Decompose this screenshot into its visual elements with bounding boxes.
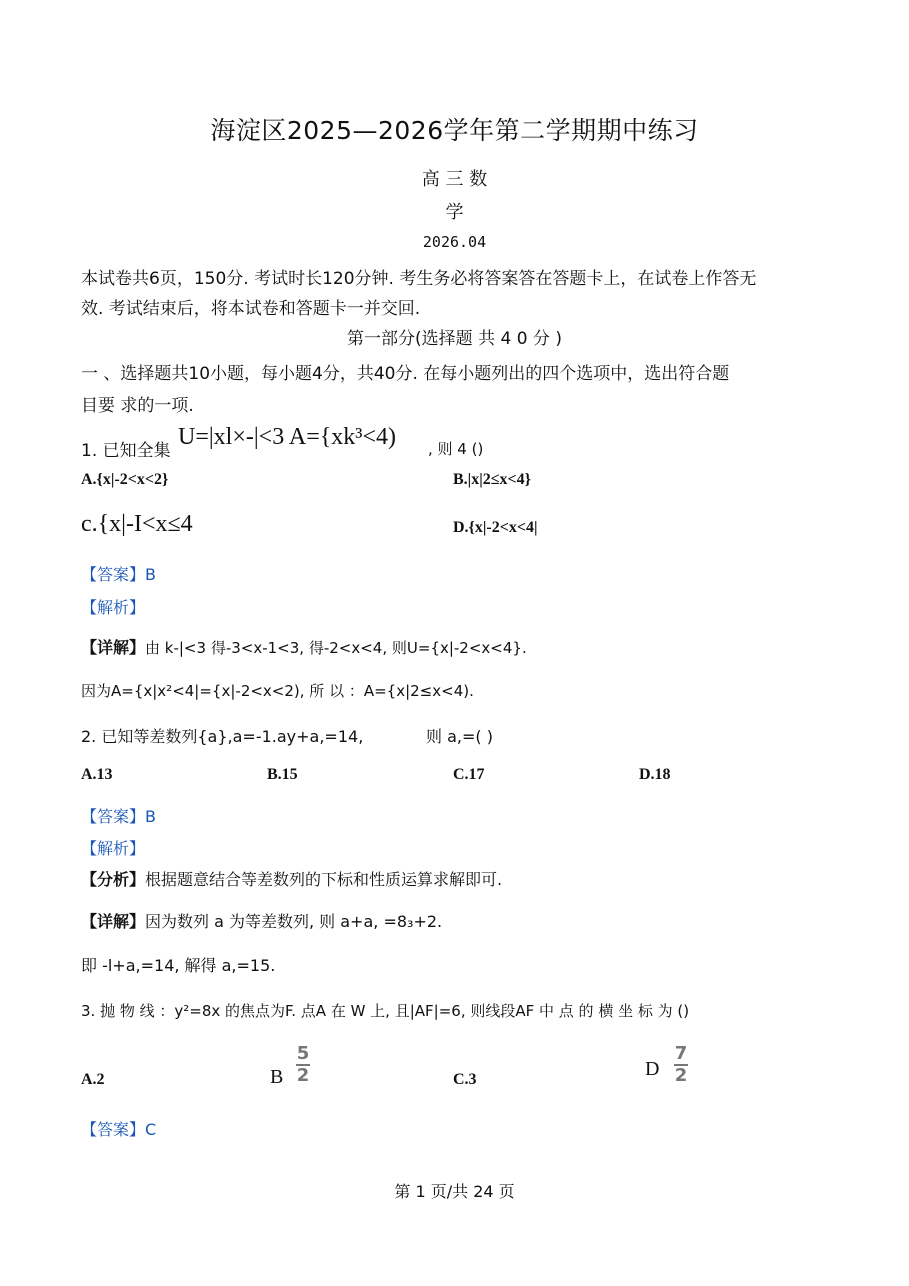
subject-line-2: 学: [445, 202, 464, 223]
q1-detail-label: 【详解】: [81, 638, 146, 657]
instructions-line-2: 效. 考试结束后，将本试卷和答题卡一并交回.: [81, 299, 421, 319]
q2-option-c: C.17: [453, 766, 485, 783]
part1-heading: 第一部分(选择题 共 4 0 分 ): [347, 329, 562, 349]
exam-date: 2026.04: [422, 233, 487, 251]
q1-option-c: c.{x|-I<x≤4: [81, 511, 193, 537]
q1-detail-text: 由 k-|<3 得-3<x-1<3, 得-2<x<4, 则U={x|-2<x<4}.: [145, 639, 527, 657]
q2-answer: [81, 804, 156, 827]
q1-answer-value: B: [145, 565, 156, 584]
q3-option-d-fraction: [674, 1045, 688, 1085]
q2-answer-label: 【答案】: [81, 807, 146, 826]
q1-option-b: B.|x|2≤x<4}: [453, 471, 531, 488]
q3-option-b-letter: B: [270, 1066, 284, 1088]
part1-intro-line-2: 目要 求的一项.: [81, 396, 194, 416]
q1-prefix: 1. 已知全集: [81, 441, 171, 461]
q1-answer-label: 【答案】: [81, 565, 146, 584]
q3-option-d-letter: D: [645, 1058, 660, 1080]
q2-detail-text: 因为数列 a 为等差数列, 则 a+a, =8₃+2.: [145, 912, 443, 931]
q1-answer: [81, 562, 156, 585]
q3-option-d-numerator: 7: [674, 1043, 688, 1064]
q3-answer-value: C: [145, 1120, 157, 1139]
q1-formula: U=|xl×-|<3 A={xk³<4): [178, 424, 396, 450]
page-title: 海淀区2025—2026学年第二学期期中练习: [210, 116, 699, 145]
q1-option-d: D.{x|-2<x<4|: [453, 519, 538, 536]
q2-detail: [81, 909, 442, 932]
q3-answer: [81, 1117, 156, 1140]
page-footer: 第 1 页/共 24 页: [394, 1182, 515, 1201]
q2-fenxi-text: 根据题意结合等差数列的下标和性质运算求解即可.: [145, 870, 503, 889]
q3-option-b-fraction: [296, 1045, 310, 1085]
q2-answer-value: B: [145, 807, 156, 826]
q3-stem: 3. 抛 物 线 ：y²=8x 的焦点为F. 点A 在 W 上, 且|AF|=6, 则线段AF 中 点 的 横 坐 标 为 (): [81, 1002, 690, 1020]
q2-option-a: A.13: [81, 766, 113, 783]
q3-option-b-numerator: 5: [296, 1043, 310, 1064]
part1-intro-line-1: 一 、选择题共10小题，每小题4分，共40分. 在每小题列出的四个选项中，选出符合题: [81, 364, 730, 384]
q1-detail: [81, 635, 527, 658]
subject-line-1: 高 三 数: [421, 169, 488, 190]
q1-analysis-label: 【解析】: [81, 598, 146, 617]
q2-fenxi: [81, 867, 502, 890]
q2-stem-right: 则 a,=( ): [426, 727, 493, 746]
q2-ji: 即 -l+a,=14, 解得 a,=15.: [81, 956, 276, 975]
q3-option-b-denominator: 2: [296, 1065, 310, 1086]
q2-option-d: D.18: [639, 766, 671, 783]
q2-detail-label: 【详解】: [81, 912, 146, 931]
q2-option-b: B.15: [267, 766, 298, 783]
q3-option-a: A.2: [81, 1071, 105, 1088]
q3-option-c: C.3: [453, 1071, 477, 1088]
q1-because: 因为A={x|x²<4|={x|-2<x<2), 所 以 ：A={x|2≤x<4).: [81, 682, 474, 700]
q2-fenxi-label: 【分析】: [81, 870, 146, 889]
q1-suffix: , 则 4 (): [428, 440, 484, 458]
q2-analysis-label: 【解析】: [81, 839, 146, 858]
instructions-line-1: 本试卷共6页，150分. 考试时长120分钟. 考生务必将答案答在答题卡上，在试卷上作答无: [81, 269, 757, 289]
q3-option-d-denominator: 2: [674, 1065, 688, 1086]
q1-option-a: A.{x|-2<x<2}: [81, 471, 169, 488]
q3-answer-label: 【答案】: [81, 1120, 146, 1139]
q2-stem: 2. 已知等差数列{a},a=-1.ay+a,=14,: [81, 727, 364, 746]
